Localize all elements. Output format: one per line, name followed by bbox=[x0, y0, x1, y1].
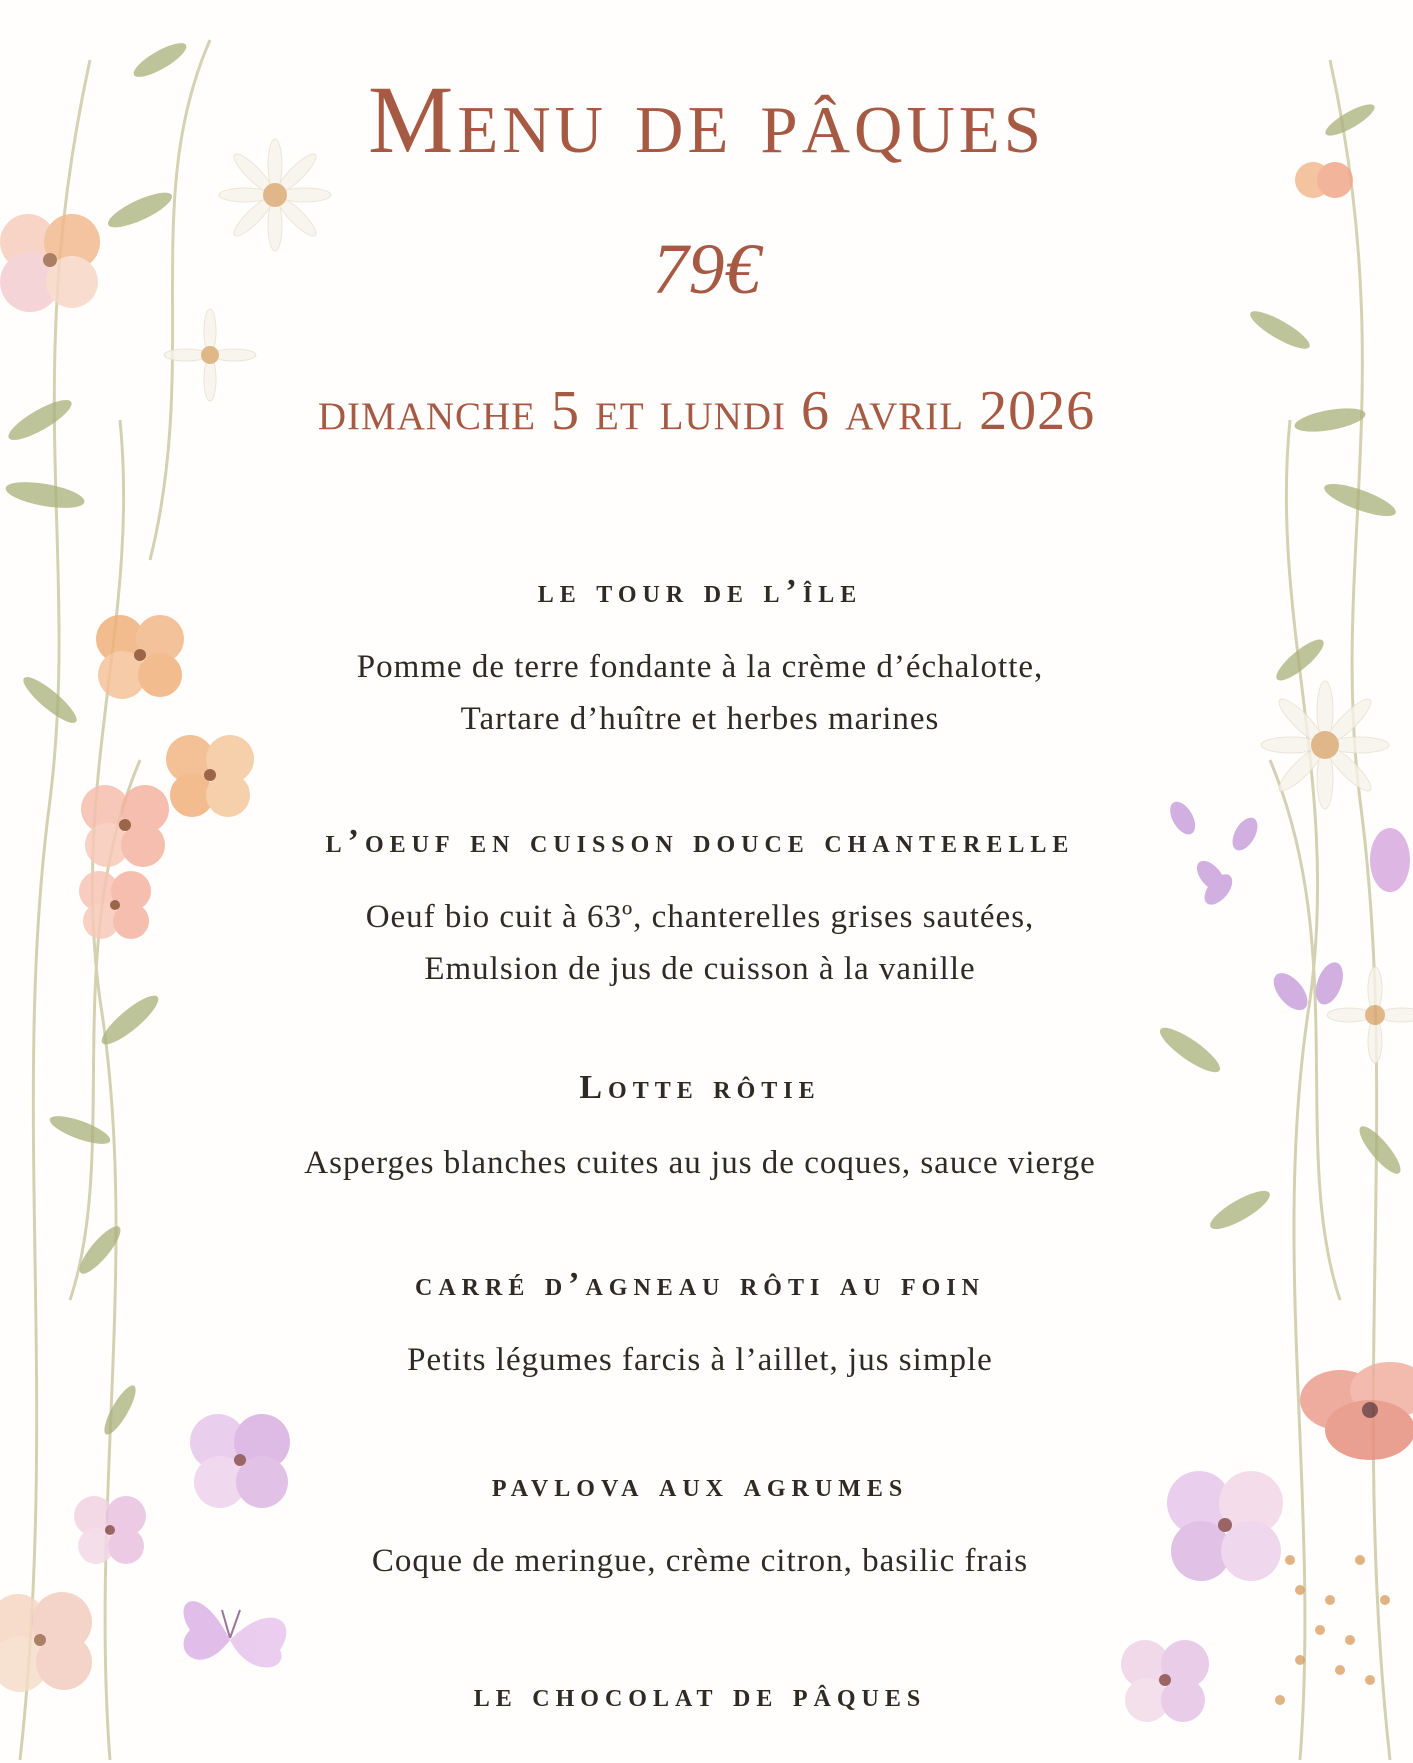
course-description-line: Emulsion de jus de cuisson à la vanille bbox=[424, 950, 976, 987]
menu-title: Menu de pâques bbox=[368, 66, 1045, 173]
course-description-line: Oeuf bio cuit à 63º, chanterelles grises sautées, bbox=[365, 898, 1035, 935]
poppy bbox=[1300, 1362, 1413, 1460]
course-description bbox=[230, 891, 1170, 995]
course-3 bbox=[230, 1068, 1170, 1189]
course-description-line: Tartare d’huître et herbes marines bbox=[460, 700, 940, 737]
course-description bbox=[230, 1535, 1170, 1587]
course-description-line: Petits légumes farcis à l’aillet, jus simple bbox=[407, 1341, 993, 1378]
course-title: le tour de l’île bbox=[537, 573, 863, 610]
course-title: pavlova aux agrumes bbox=[491, 1467, 909, 1504]
right-stems bbox=[1270, 60, 1390, 1760]
course-description-line: Pomme de terre fondante à la crème d’échalotte, bbox=[356, 648, 1044, 685]
course-description bbox=[230, 1334, 1170, 1386]
dried-grasses bbox=[1275, 1555, 1390, 1705]
butterfly-icon bbox=[184, 1601, 287, 1667]
course-title: le chocolat de pâques bbox=[473, 1677, 927, 1714]
course-description-line: Coque de meringue, crème citron, basilic frais bbox=[371, 1542, 1029, 1579]
course-description-line: Asperges blanches cuites au jus de coques, sauce vierge bbox=[304, 1144, 1096, 1181]
menu-date: dimanche 5 et lundi 6 avril 2026 bbox=[317, 380, 1096, 442]
course-description bbox=[230, 1137, 1170, 1189]
course-5 bbox=[230, 1466, 1170, 1587]
course-6 bbox=[230, 1676, 1170, 1717]
course-title: carré d’agneau rôti au foin bbox=[414, 1266, 985, 1303]
course-title: l’oeuf en cuisson douce chanterelle bbox=[325, 823, 1075, 860]
course-description bbox=[230, 641, 1170, 745]
course-title: Lotte rôtie bbox=[579, 1069, 821, 1106]
course-2 bbox=[230, 822, 1170, 995]
menu-price: 79€ bbox=[652, 229, 761, 309]
course-4 bbox=[230, 1265, 1170, 1386]
course-1 bbox=[230, 572, 1170, 745]
